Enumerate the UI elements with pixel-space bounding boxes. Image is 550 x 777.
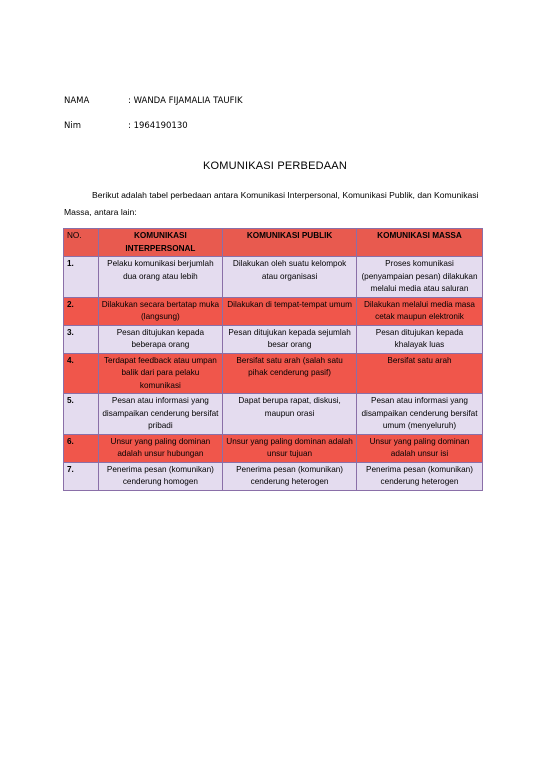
table-row bbox=[64, 434, 483, 462]
table-header-row bbox=[64, 229, 483, 257]
cell-massa: Bersifat satu arah bbox=[356, 353, 482, 394]
row-number: 6. bbox=[64, 434, 99, 462]
cell-massa: Dilakukan melalui media masa cetak maupun elektronik bbox=[356, 297, 482, 325]
header-publik: KOMUNIKASI PUBLIK bbox=[223, 229, 357, 257]
row-number: 1. bbox=[64, 257, 99, 298]
nim-value: : 1964190130 bbox=[128, 121, 188, 131]
cell-publik: Bersifat satu arah (salah satu pihak cenderung pasif) bbox=[223, 353, 357, 394]
cell-publik: Unsur yang paling dominan adalah unsur tujuan bbox=[223, 434, 357, 462]
header-massa: KOMUNIKASI MASSA bbox=[356, 229, 482, 257]
nim-line bbox=[64, 121, 188, 131]
cell-interpersonal: Pesan atau informasi yang disampaikan cenderung bersifat pribadi bbox=[98, 394, 223, 435]
row-number: 7. bbox=[64, 462, 99, 490]
cell-interpersonal: Dilakukan secara bertatap muka (langsung) bbox=[98, 297, 223, 325]
row-number: 4. bbox=[64, 353, 99, 394]
intro-paragraph: Berikut adalah tabel perbedaan antara Komunikasi Interpersonal, Komunikasi Publik, dan Komunikasi Massa, antara lain: bbox=[64, 190, 479, 217]
row-number: 3. bbox=[64, 325, 99, 353]
cell-massa: Proses komunikasi (penyampaian pesan) dilakukan melalui media atau saluran bbox=[356, 257, 482, 298]
cell-publik: Dapat berupa rapat, diskusi, maupun orasi bbox=[223, 394, 357, 435]
table-row bbox=[64, 462, 483, 490]
table-row bbox=[64, 325, 483, 353]
table-row bbox=[64, 257, 483, 298]
cell-massa: Pesan ditujukan kepada khalayak luas bbox=[356, 325, 482, 353]
cell-interpersonal: Terdapat feedback atau umpan balik dari para pelaku komunikasi bbox=[98, 353, 223, 394]
document-title: KOMUNIKASI PERBEDAAN bbox=[203, 160, 347, 172]
table-row bbox=[64, 394, 483, 435]
cell-massa: Pesan atau informasi yang disampaikan cenderung bersifat umum (menyeluruh) bbox=[356, 394, 482, 435]
row-number: 2. bbox=[64, 297, 99, 325]
cell-interpersonal: Pelaku komunikasi berjumlah dua orang atau lebih bbox=[98, 257, 223, 298]
cell-interpersonal: Pesan ditujukan kepada beberapa orang bbox=[98, 325, 223, 353]
name-line bbox=[64, 96, 243, 106]
name-value: : WANDA FIJAMALIA TAUFIK bbox=[128, 96, 243, 106]
cell-interpersonal: Penerima pesan (komunikan) cenderung homogen bbox=[98, 462, 223, 490]
comparison-table bbox=[63, 228, 483, 491]
name-label: NAMA bbox=[64, 96, 90, 106]
cell-publik: Dilakukan oleh suatu kelompok atau organisasi bbox=[223, 257, 357, 298]
table-row bbox=[64, 353, 483, 394]
header-no: NO. bbox=[64, 229, 99, 257]
cell-publik: Penerima pesan (komunikan) cenderung heterogen bbox=[223, 462, 357, 490]
cell-interpersonal: Unsur yang paling dominan adalah unsur hubungan bbox=[98, 434, 223, 462]
nim-label: Nim bbox=[64, 121, 81, 131]
table-row bbox=[64, 297, 483, 325]
cell-massa: Penerima pesan (komunikan) cenderung heterogen bbox=[356, 462, 482, 490]
cell-publik: Dilakukan di tempat-tempat umum bbox=[223, 297, 357, 325]
row-number: 5. bbox=[64, 394, 99, 435]
cell-massa: Unsur yang paling dominan adalah unsur isi bbox=[356, 434, 482, 462]
cell-publik: Pesan ditujukan kepada sejumlah besar orang bbox=[223, 325, 357, 353]
header-interpersonal: KOMUNIKASI INTERPERSONAL bbox=[98, 229, 223, 257]
